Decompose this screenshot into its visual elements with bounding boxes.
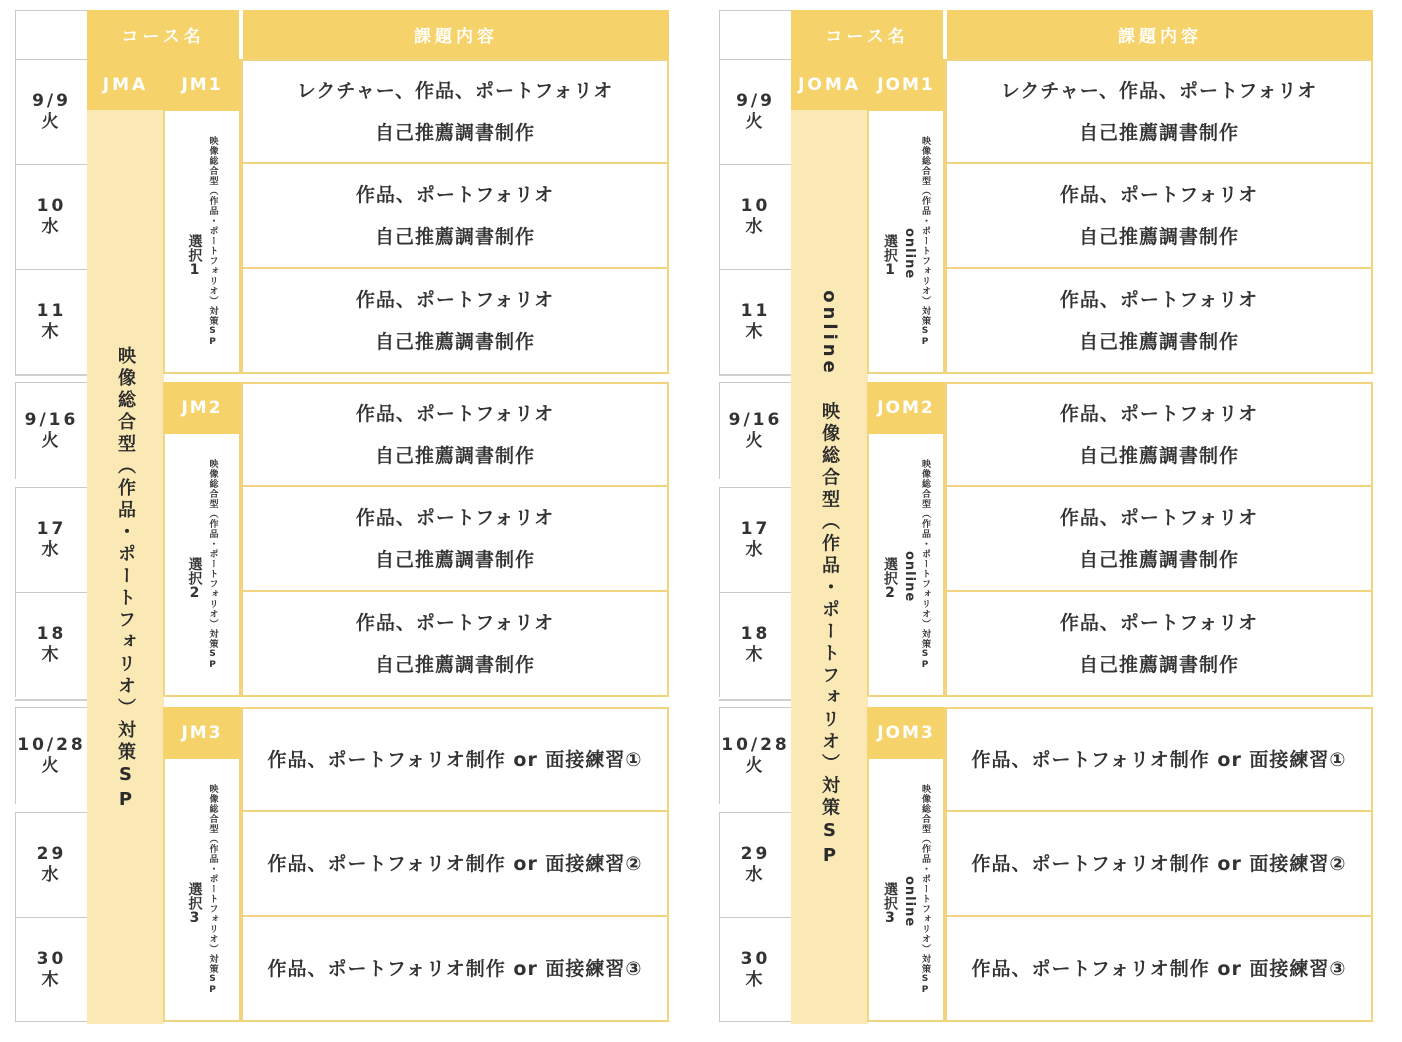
- group-code: JOM1: [867, 59, 945, 111]
- task-line-2: 自己推薦調書制作: [374, 653, 535, 676]
- date-text: 10: [740, 196, 771, 216]
- group-select-label: 選択3: [882, 881, 898, 926]
- date-text: 9/16: [24, 410, 79, 430]
- day-text: 水: [745, 865, 766, 885]
- space: [819, 377, 840, 402]
- task-cell: [241, 164, 669, 269]
- group-divider: [15, 699, 87, 701]
- group-subject: [163, 111, 241, 374]
- date-cell: [719, 812, 791, 917]
- date-cell: [15, 487, 87, 592]
- task-line-1: 作品、ポートフォリオ: [1059, 183, 1259, 206]
- header-blank: [719, 10, 791, 59]
- task-cell: [241, 592, 669, 697]
- task-line-1: 作品、ポートフォリオ制作 or 面接練習①: [267, 748, 643, 771]
- course-code: JOMA: [791, 59, 868, 110]
- task-cell: [945, 487, 1373, 592]
- content-header: 課題内容: [947, 10, 1373, 59]
- day-text: 火: [745, 112, 766, 132]
- task-line-1: レクチャー、作品、ポートフォリオ: [296, 79, 614, 102]
- date-cell: [719, 382, 791, 479]
- group-subject-text: [880, 459, 932, 671]
- task-line-2: 自己推薦調書制作: [374, 444, 535, 467]
- date-text: 18: [36, 624, 67, 644]
- course-name-header: コース名: [791, 10, 943, 59]
- task-line-1: 作品、ポートフォリオ制作 or 面接練習③: [267, 957, 643, 980]
- day-text: 木: [745, 322, 766, 342]
- group-code: JOM3: [867, 707, 945, 759]
- date-cell: [15, 59, 87, 164]
- date-text: 10: [36, 196, 67, 216]
- course-code: JMA: [87, 59, 164, 110]
- task-line-1: レクチャー、作品、ポートフォリオ: [1000, 79, 1318, 102]
- group-subject-text: [185, 784, 220, 996]
- date-text: 18: [740, 624, 771, 644]
- course-name: [816, 290, 842, 870]
- day-text: 木: [745, 969, 766, 990]
- task-cell: [945, 59, 1373, 164]
- task-cell: [945, 269, 1373, 374]
- task-cell: [241, 917, 669, 1022]
- task-line-1: 作品、ポートフォリオ制作 or 面接練習②: [971, 852, 1347, 875]
- group-divider: [719, 374, 791, 376]
- schedule-table: [15, 10, 670, 1024]
- task-line-2: 自己推薦調書制作: [1078, 444, 1239, 467]
- day-text: 水: [41, 217, 62, 237]
- group-online-label: online: [902, 227, 917, 279]
- course-name-online: online: [819, 290, 840, 377]
- group-divider: [15, 374, 87, 376]
- date-cell: [15, 382, 87, 479]
- group-code: JM3: [163, 707, 241, 759]
- group-subject-name: 映像総合型（作品・ポートフォリオ）対策SP: [920, 135, 930, 348]
- task-line-1: 作品、ポートフォリオ: [1059, 402, 1259, 425]
- date-cell: [15, 707, 87, 804]
- task-line-2: 自己推薦調書制作: [374, 330, 535, 353]
- task-line-1: 作品、ポートフォリオ制作 or 面接練習③: [971, 957, 1347, 980]
- group-online-label: online: [902, 875, 917, 927]
- course-name-text: 映像総合型（作品・ポートフォリオ）対策SP: [115, 346, 136, 814]
- content-header: 課題内容: [243, 10, 669, 59]
- task-line-2: 自己推薦調書制作: [1078, 225, 1239, 248]
- date-cell: [719, 707, 791, 804]
- task-line-2: 自己推薦調書制作: [374, 548, 535, 571]
- group-subject: [867, 434, 945, 697]
- task-cell: [241, 707, 669, 812]
- task-cell: [945, 707, 1373, 812]
- task-line-1: 作品、ポートフォリオ: [1059, 288, 1259, 311]
- group-subject-name: 映像総合型（作品・ポートフォリオ）対策SP: [207, 783, 218, 996]
- group-subject-name: 映像総合型（作品・ポートフォリオ）対策SP: [920, 783, 930, 996]
- group-code: JM1: [163, 59, 241, 111]
- day-text: 木: [41, 645, 62, 665]
- date-text: 11: [740, 301, 771, 321]
- date-text: 30: [36, 948, 67, 969]
- group-subject-text: [185, 136, 220, 348]
- date-text: 9/16: [728, 410, 783, 430]
- date-text: 29: [36, 844, 67, 864]
- group-code: JOM2: [867, 382, 945, 434]
- task-line-1: 作品、ポートフォリオ: [355, 288, 555, 311]
- course-name: [112, 346, 138, 814]
- date-text: 10/28: [17, 735, 86, 755]
- group-subject: [163, 759, 241, 1022]
- date-text: 30: [740, 948, 771, 969]
- group-online-label: online: [902, 550, 917, 602]
- group-subject-text: [880, 136, 932, 348]
- day-text: 水: [41, 540, 62, 560]
- task-cell: [241, 59, 669, 164]
- group-select-label: 選択1: [882, 233, 898, 278]
- date-text: 9/9: [736, 91, 775, 111]
- task-line-1: 作品、ポートフォリオ: [355, 506, 555, 529]
- day-text: 木: [745, 645, 766, 665]
- date-text: 17: [740, 519, 771, 539]
- task-cell: [241, 269, 669, 374]
- date-text: 10/28: [721, 735, 790, 755]
- date-cell: [15, 917, 87, 1022]
- course-name-text: 映像総合型（作品・ポートフォリオ）対策SP: [819, 401, 840, 870]
- task-line-1: 作品、ポートフォリオ: [355, 183, 555, 206]
- date-text: 29: [740, 844, 771, 864]
- date-cell: [719, 487, 791, 592]
- task-line-2: 自己推薦調書制作: [1078, 330, 1239, 353]
- task-cell: [241, 382, 669, 487]
- day-text: 火: [41, 756, 62, 776]
- task-line-2: 自己推薦調書制作: [1078, 121, 1239, 144]
- date-cell: [15, 164, 87, 269]
- group-subject-text: [185, 459, 220, 671]
- group-subject: [867, 111, 945, 374]
- group-subject-name: 映像総合型（作品・ポートフォリオ）対策SP: [207, 135, 218, 348]
- task-line-1: 作品、ポートフォリオ: [355, 402, 555, 425]
- schedule-table: [719, 10, 1374, 1024]
- group-code: JM2: [163, 382, 241, 434]
- date-cell: [15, 269, 87, 374]
- task-cell: [241, 487, 669, 592]
- task-line-1: 作品、ポートフォリオ: [355, 611, 555, 634]
- group-subject-name: 映像総合型（作品・ポートフォリオ）対策SP: [920, 458, 930, 671]
- date-cell: [15, 592, 87, 697]
- group-select-label: 選択2: [882, 556, 898, 601]
- course-name-header: コース名: [87, 10, 239, 59]
- day-text: 水: [745, 217, 766, 237]
- group-subject: [163, 434, 241, 697]
- day-text: 火: [41, 431, 62, 451]
- task-line-1: 作品、ポートフォリオ: [1059, 506, 1259, 529]
- day-text: 火: [745, 756, 766, 776]
- task-line-2: 自己推薦調書制作: [1078, 653, 1239, 676]
- date-cell: [719, 592, 791, 697]
- group-subject: [867, 759, 945, 1022]
- task-cell: [945, 812, 1373, 917]
- group-divider: [719, 699, 791, 701]
- date-text: 9/9: [32, 91, 71, 111]
- day-text: 火: [41, 112, 62, 132]
- date-text: 11: [36, 301, 67, 321]
- day-text: 火: [745, 431, 766, 451]
- group-select-label: 選択1: [186, 233, 203, 278]
- group-select-label: 選択2: [186, 556, 203, 601]
- date-cell: [719, 269, 791, 374]
- group-subject-name: 映像総合型（作品・ポートフォリオ）対策SP: [207, 458, 218, 671]
- task-cell: [945, 382, 1373, 487]
- task-cell: [945, 164, 1373, 269]
- day-text: 水: [745, 540, 766, 560]
- date-cell: [719, 59, 791, 164]
- header-blank: [15, 10, 87, 59]
- date-cell: [719, 164, 791, 269]
- day-text: 水: [41, 865, 62, 885]
- group-subject-text: [880, 784, 932, 996]
- day-text: 木: [41, 969, 62, 990]
- task-line-1: 作品、ポートフォリオ制作 or 面接練習①: [971, 748, 1347, 771]
- group-select-label: 選択3: [186, 881, 203, 926]
- task-cell: [241, 812, 669, 917]
- day-text: 木: [41, 322, 62, 342]
- task-cell: [945, 592, 1373, 697]
- task-line-2: 自己推薦調書制作: [1078, 548, 1239, 571]
- task-line-1: 作品、ポートフォリオ制作 or 面接練習②: [267, 852, 643, 875]
- date-cell: [719, 917, 791, 1022]
- task-line-2: 自己推薦調書制作: [374, 225, 535, 248]
- task-line-1: 作品、ポートフォリオ: [1059, 611, 1259, 634]
- date-text: 17: [36, 519, 67, 539]
- date-cell: [15, 812, 87, 917]
- task-line-2: 自己推薦調書制作: [374, 121, 535, 144]
- task-cell: [945, 917, 1373, 1022]
